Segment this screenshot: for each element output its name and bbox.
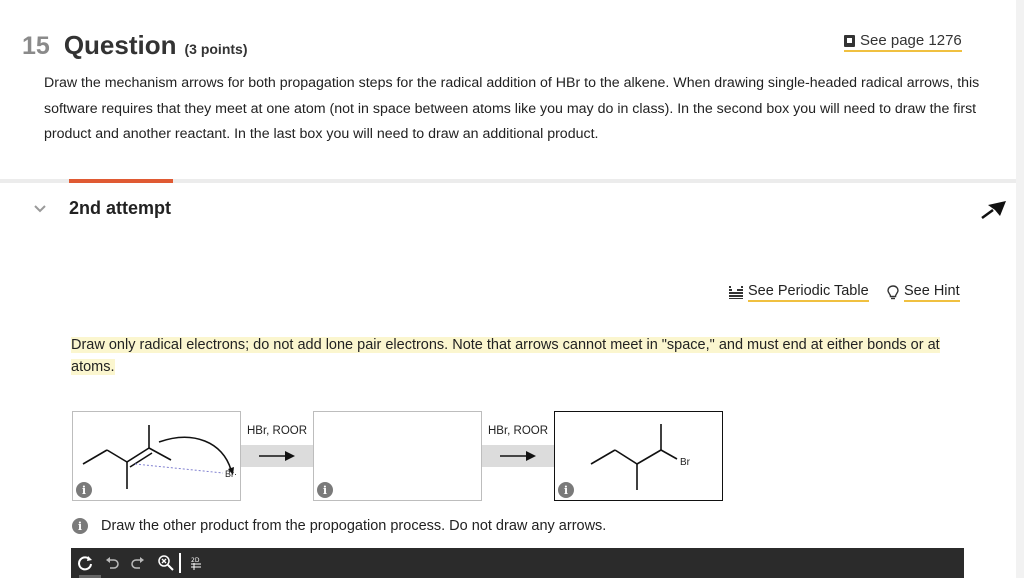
product-structure [555,412,724,502]
info-icon[interactable]: i [317,482,333,498]
bromine-atom-label: Br [680,457,690,468]
question-title: Question [63,30,177,60]
right-arrow-icon [259,450,295,462]
see-page-link[interactable] [844,32,962,52]
hint-label: See Hint [904,283,960,302]
right-scroll-edge [1016,0,1024,578]
zoom-clear-icon[interactable] [155,553,177,573]
hint-link[interactable] [887,283,960,302]
question-header [22,30,247,61]
reagent-label-2: HBr, ROOR [488,425,549,437]
bromine-radical-label: Br· [225,469,237,479]
info-icon[interactable]: i [76,482,92,498]
toolbar-separator [179,553,181,573]
chevron-down-icon[interactable] [34,203,46,215]
svg-text:2D: 2D [191,557,200,564]
attempt-label[interactable]: 2nd attempt [69,198,172,218]
instruction-text: Draw only radical electrons; do not add lone pair electrons. Note that arrows cannot meet in "space," and must end at either bonds or at atoms. [71,337,940,375]
redo-icon[interactable] [129,553,147,573]
right-arrow-icon [500,450,536,462]
reaction-arrow-2 [482,411,554,501]
product-note: Draw the other product from the propogation process. Do not draw any arrows. [101,518,607,534]
periodic-table-label: See Periodic Table [748,283,869,302]
drawing-toolbar [71,548,964,578]
drawing-box-product[interactable] [554,411,723,501]
instruction-highlight [71,334,963,378]
reagent-label-1: HBr, ROOR [247,425,308,437]
reaction-arrow-1 [241,411,313,501]
reactant-structure [73,412,242,502]
undo-icon[interactable] [103,553,121,573]
book-icon [844,35,855,47]
info-icon[interactable]: i [558,482,574,498]
periodic-table-icon [729,286,743,299]
question-points: (3 points) [184,41,248,57]
periodic-table-link[interactable] [729,283,869,302]
lightbulb-icon [887,285,899,301]
drawing-box-intermediate[interactable] [313,411,482,501]
info-icon: i [72,518,88,534]
clear-icon[interactable] [75,553,95,573]
question-prompt: Draw the mechanism arrows for both propagation steps for the radical addition of HBr to the alkene. When drawing single-headed radical arrows, this software requires that they meet at one atom (not in space between atoms like you may do in class). In the second box you will need to draw the first product and another reactant. In the last box you will need to draw an additional product. [44,75,980,142]
2d-view-icon[interactable] [187,553,205,573]
see-page-label: See page 1276 [860,32,962,49]
question-number: 15 [22,32,50,60]
drawing-box-reactant[interactable] [72,411,241,501]
pin-icon[interactable] [980,196,1010,222]
attempt-tab-accent [69,179,173,183]
